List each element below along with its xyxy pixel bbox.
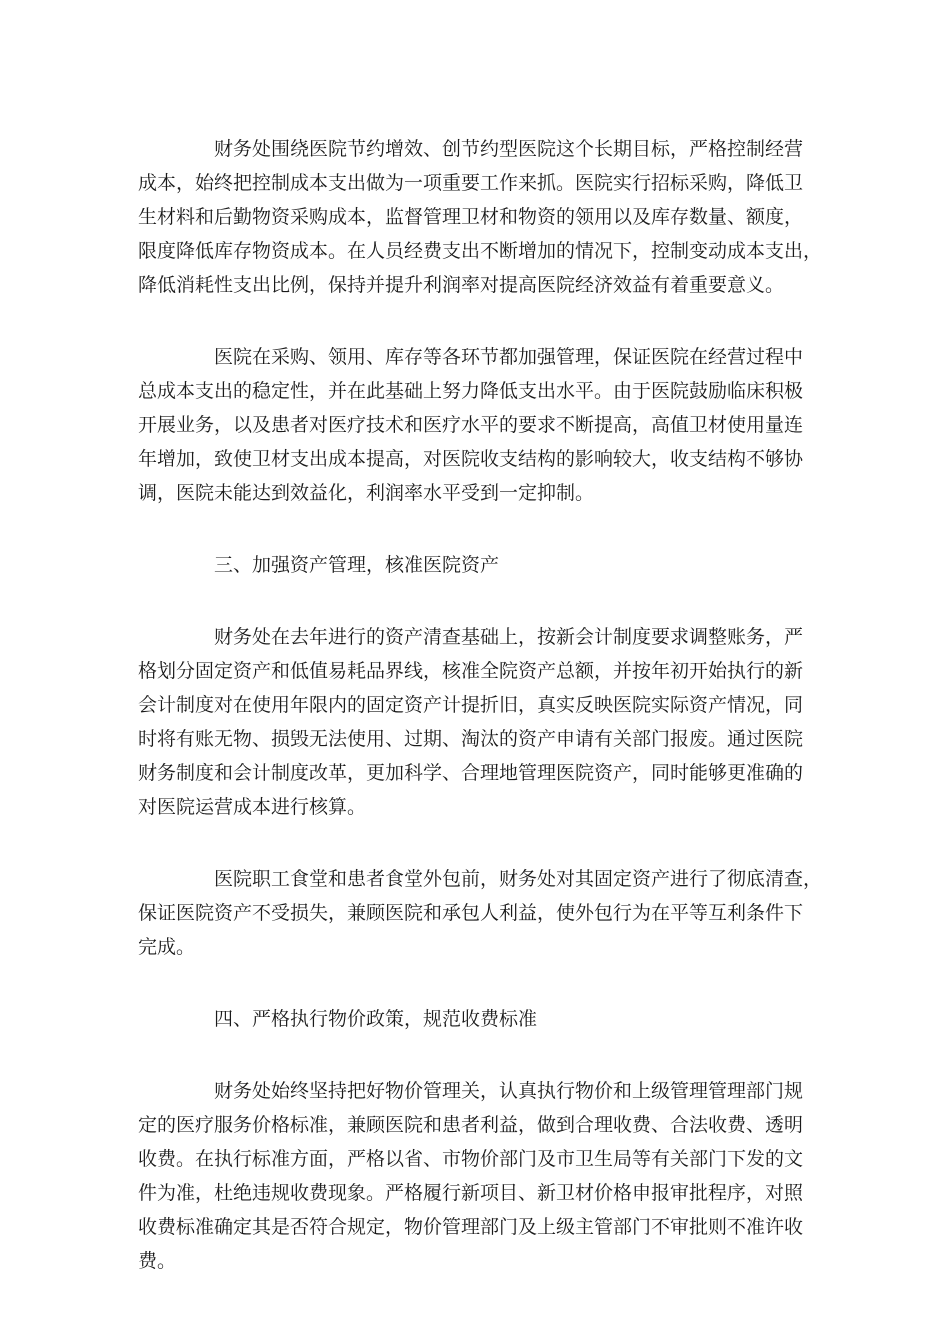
paragraph-line: 开展业务，以及患者对医疗技术和医疗水平的要求不断提高，高值卫材使用量连 xyxy=(138,414,804,436)
paragraph-line: 时将有账无物、损毁无法使用、过期、淘汰的资产申请有关部门报废。通过医院 xyxy=(138,728,804,750)
paragraph-spacer xyxy=(138,824,818,862)
paragraph-cost-control xyxy=(138,132,823,302)
paragraph-spacer xyxy=(138,1036,818,1074)
paragraph-line: 财务处围绕医院节约增效、创节约型医院这个长期目标，严格控制经营 xyxy=(214,138,804,160)
paragraph-asset-audit xyxy=(138,620,818,824)
paragraph-line: 医院在采购、领用、库存等各环节都加强管理，保证医院在经营过程中 xyxy=(214,346,804,368)
paragraph-line: 保证医院资产不受损失，兼顾医院和承包人利益，使外包行为在平等互利条件下 xyxy=(138,902,804,924)
paragraph-line: 成本，始终把控制成本支出做为一项重要工作来抓。医院实行招标采购，降低卫 xyxy=(138,172,804,194)
paragraph-spacer xyxy=(138,582,818,620)
paragraph-line: 降低消耗性支出比例，保持并提升利润率对提高医院经济效益有着重要意义。 xyxy=(138,274,785,296)
section-heading-asset-management: 三、加强资产管理，核准医院资产 xyxy=(214,554,500,576)
paragraph-line: 完成。 xyxy=(138,936,196,958)
paragraph-line: 收费标准确定其是否符合规定，物价管理部门及上级主管部门不审批则不准许收 xyxy=(138,1216,804,1238)
paragraph-line: 财务制度和会计制度改革，更加科学、合理地管理医院资产，同时能够更准确的 xyxy=(138,762,804,784)
paragraph-line: 生材料和后勤物资采购成本，监督管理卫材和物资的领用以及库存数量、额度， xyxy=(138,206,804,228)
paragraph-spacer xyxy=(138,302,818,340)
paragraph-line: 财务处在去年进行的资产清查基础上，按新会计制度要求调整账务，严 xyxy=(214,626,804,648)
paragraph-spacer xyxy=(138,964,818,1002)
paragraph-procurement xyxy=(138,340,818,510)
paragraph-line: 限度降低库存物资成本。在人员经费支出不断增加的情况下，控制变动成本支出， xyxy=(138,240,823,262)
paragraph-line: 定的医疗服务价格标准，兼顾医院和患者利益，做到合理收费、合法收费、透明 xyxy=(138,1114,804,1136)
paragraph-line: 收费。在执行标准方面，严格以省、市物价部门及市卫生局等有关部门下发的文 xyxy=(138,1148,804,1170)
paragraph-line: 财务处始终坚持把好物价管理关，认真执行物价和上级管理管理部门规 xyxy=(214,1080,804,1102)
paragraph-line: 费。 xyxy=(138,1250,177,1272)
paragraph-line: 年增加，致使卫材支出成本提高，对医院收支结构的影响较大，收支结构不够协 xyxy=(138,448,804,470)
section-heading-pricing-policy: 四、严格执行物价政策，规范收费标准 xyxy=(214,1008,538,1030)
paragraph-spacer xyxy=(138,510,818,548)
paragraph-line: 调，医院未能达到效益化，利润率水平受到一定抑制。 xyxy=(138,482,595,504)
document-body xyxy=(138,132,823,1278)
paragraph-canteen-outsourcing xyxy=(138,862,823,964)
paragraph-line: 对医院运营成本进行核算。 xyxy=(138,796,367,818)
paragraph-line: 格划分固定资产和低值易耗品界线，核准全院资产总额，并按年初开始执行的新 xyxy=(138,660,804,682)
paragraph-line: 医院职工食堂和患者食堂外包前，财务处对其固定资产进行了彻底清查， xyxy=(214,868,823,890)
paragraph-line: 总成本支出的稳定性，并在此基础上努力降低支出水平。由于医院鼓励临床积极 xyxy=(138,380,804,402)
paragraph-line: 会计制度对在使用年限内的固定资产计提折旧，真实反映医院实际资产情况，同 xyxy=(138,694,804,716)
paragraph-fee-standards xyxy=(138,1074,818,1278)
paragraph-line: 件为准，杜绝违规收费现象。严格履行新项目、新卫材价格申报审批程序，对照 xyxy=(138,1182,804,1204)
